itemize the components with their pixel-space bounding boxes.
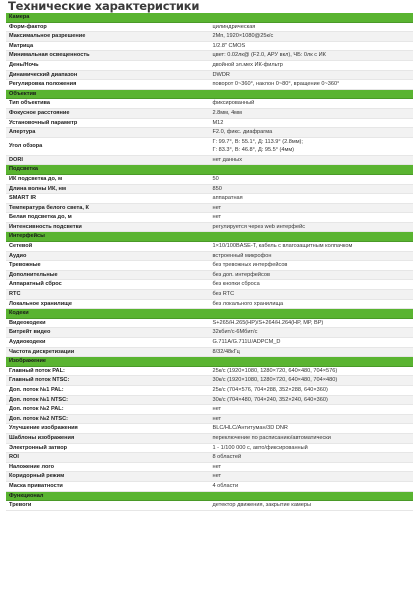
spec-value bbox=[210, 194, 414, 204]
spec-value-line: детектор движения, закрытие камеры bbox=[212, 502, 312, 509]
spec-label: Доп. поток №2 PAL: bbox=[6, 405, 210, 415]
spec-value bbox=[210, 222, 414, 232]
spec-row bbox=[6, 453, 413, 463]
spec-value-line: 30к/с (704×480, 704×240, 352×240, 640×360) bbox=[212, 396, 328, 403]
spec-value-line: поворот 0~360°, наклон 0~80°, вращение 0~360° bbox=[212, 81, 340, 88]
spec-value-line: 8 областей bbox=[212, 454, 242, 461]
spec-value-line: 4 области bbox=[212, 482, 239, 489]
section-header bbox=[6, 357, 413, 367]
spec-row bbox=[6, 203, 413, 213]
spec-row bbox=[6, 501, 413, 511]
spec-label: RTC bbox=[6, 290, 210, 300]
spec-value bbox=[210, 481, 414, 491]
spec-label: Установочный параметр bbox=[6, 118, 210, 128]
spec-value-line: переключение по расписанию/автоматически bbox=[212, 434, 331, 441]
spec-value-line: регулируется через web интерфейс bbox=[212, 223, 306, 230]
spec-label: День/Ночь bbox=[6, 60, 210, 70]
spec-value bbox=[210, 51, 414, 61]
spec-label: Наложение лого bbox=[6, 462, 210, 472]
section-title: Подсветка bbox=[6, 165, 413, 175]
spec-row bbox=[6, 137, 413, 155]
spec-table-body bbox=[6, 13, 413, 510]
spec-value-line: 1/2.8" CMOS bbox=[212, 42, 246, 49]
section-title: Объектив bbox=[6, 89, 413, 99]
spec-value bbox=[210, 80, 414, 90]
spec-value-line: нет bbox=[212, 204, 222, 211]
spec-row bbox=[6, 60, 413, 70]
spec-row bbox=[6, 32, 413, 42]
spec-value bbox=[210, 128, 414, 138]
spec-table bbox=[6, 13, 413, 511]
spec-value bbox=[210, 299, 414, 309]
section-header bbox=[6, 13, 413, 22]
spec-label: Аудиокодеки bbox=[6, 338, 210, 348]
spec-value-line: цвет: 0.02лк@ (F2.0, АРУ вкл), ЧБ: 0лк с ИК bbox=[212, 52, 326, 59]
spec-row bbox=[6, 155, 413, 165]
spec-label: Тревожные bbox=[6, 261, 210, 271]
spec-row bbox=[6, 443, 413, 453]
spec-value-line: 50 bbox=[212, 175, 219, 182]
spec-label: Максимальное разрешение bbox=[6, 32, 210, 42]
spec-row bbox=[6, 213, 413, 223]
spec-row bbox=[6, 318, 413, 328]
spec-label: Доп. поток №1 NTSC: bbox=[6, 395, 210, 405]
spec-value bbox=[210, 70, 414, 80]
spec-value-line: 25к/с (704×576, 704×288, 352×288, 640×360) bbox=[212, 386, 328, 393]
spec-row bbox=[6, 41, 413, 51]
spec-row bbox=[6, 242, 413, 252]
spec-value-line: без кнопки сброса bbox=[212, 281, 260, 288]
spec-value-line: 2.8мм, 4мм bbox=[212, 109, 242, 116]
spec-value-line: встроенный микрофон bbox=[212, 252, 272, 259]
spec-value-line: 25к/с (1920×1080, 1280×720, 640×480, 704×576) bbox=[212, 367, 338, 374]
spec-label: Интенсивность подсветки bbox=[6, 222, 210, 232]
page-title: Технические характеристики bbox=[8, 0, 200, 13]
spec-label: Главный поток PAL: bbox=[6, 366, 210, 376]
spec-value-line: нет bbox=[212, 463, 222, 470]
spec-value-line: нет bbox=[212, 415, 222, 422]
spec-label: Видеокодеки bbox=[6, 318, 210, 328]
spec-label: Форм-фактор bbox=[6, 22, 210, 32]
spec-row bbox=[6, 347, 413, 357]
spec-value-line: без тревожных интерфейсов bbox=[212, 262, 288, 269]
spec-value bbox=[210, 462, 414, 472]
spec-row bbox=[6, 51, 413, 61]
spec-value-line: без доп. интерфейсов bbox=[212, 271, 270, 278]
spec-row bbox=[6, 405, 413, 415]
spec-label: Динамический диапазон bbox=[6, 70, 210, 80]
spec-label: Тип объектива bbox=[6, 99, 210, 109]
spec-label: ROI bbox=[6, 453, 210, 463]
spec-row bbox=[6, 424, 413, 434]
spec-value-line: 32кбит/с-6Мбит/с bbox=[212, 329, 258, 336]
spec-value bbox=[210, 347, 414, 357]
spec-value-line: 1 - 1/100 000 с, авто/фиксированный bbox=[212, 444, 308, 451]
spec-value-line: фиксированный bbox=[212, 100, 255, 107]
spec-value-line: 1×10/100BASE-T, кабель с влагозащитным колпачком bbox=[212, 243, 353, 250]
spec-row bbox=[6, 128, 413, 138]
spec-label: Длина волны ИК, нм bbox=[6, 184, 210, 194]
spec-row bbox=[6, 174, 413, 184]
spec-label: Температура белого света, К bbox=[6, 203, 210, 213]
spec-value bbox=[210, 501, 414, 511]
spec-value-line: двойной эл.мех ИК-фильтр bbox=[212, 61, 283, 68]
spec-label: Улучшение изображения bbox=[6, 424, 210, 434]
spec-row bbox=[6, 414, 413, 424]
spec-value-line: Г: 83.3°, В: 46.8°, Д: 95.5° (4мм) bbox=[212, 147, 295, 154]
spec-value-line: S+265/H.265(HP)/S+264/H.264(HP, MP, BP) bbox=[212, 319, 324, 326]
spec-row bbox=[6, 194, 413, 204]
spec-value bbox=[210, 32, 414, 42]
section-title: Камера bbox=[6, 13, 413, 22]
spec-value bbox=[210, 405, 414, 415]
spec-value bbox=[210, 251, 414, 261]
spec-value bbox=[210, 328, 414, 338]
spec-label: Сетевой bbox=[6, 242, 210, 252]
spec-value-line: нет bbox=[212, 406, 222, 413]
spec-value bbox=[210, 366, 414, 376]
spec-label: Коридорный режим bbox=[6, 472, 210, 482]
spec-label: Апертура bbox=[6, 128, 210, 138]
spec-label: Шаблоны изображения bbox=[6, 433, 210, 443]
spec-row bbox=[6, 462, 413, 472]
spec-value bbox=[210, 290, 414, 300]
spec-value bbox=[210, 213, 414, 223]
spec-value-line: нет данных bbox=[212, 156, 243, 163]
spec-value-line: M12 bbox=[212, 119, 224, 126]
spec-value bbox=[210, 414, 414, 424]
spec-value bbox=[210, 280, 414, 290]
spec-label: Локальное хранилище bbox=[6, 299, 210, 309]
section-header bbox=[6, 309, 413, 319]
spec-value-line: нет bbox=[212, 214, 222, 221]
spec-label: Главный поток NTSC: bbox=[6, 376, 210, 386]
spec-value bbox=[210, 22, 414, 32]
section-title: Кодеки bbox=[6, 309, 413, 319]
spec-label: Аудио bbox=[6, 251, 210, 261]
spec-value bbox=[210, 261, 414, 271]
spec-row bbox=[6, 280, 413, 290]
spec-row bbox=[6, 261, 413, 271]
spec-value-line: 850 bbox=[212, 185, 222, 192]
spec-row bbox=[6, 251, 413, 261]
spec-value bbox=[210, 137, 414, 155]
spec-value bbox=[210, 99, 414, 109]
spec-label: Регулировка положения bbox=[6, 80, 210, 90]
section-header bbox=[6, 232, 413, 242]
spec-value bbox=[210, 174, 414, 184]
spec-value bbox=[210, 443, 414, 453]
spec-label: SMART IR bbox=[6, 194, 210, 204]
spec-row bbox=[6, 299, 413, 309]
spec-label: Матрица bbox=[6, 41, 210, 51]
spec-value bbox=[210, 203, 414, 213]
spec-label: Белая подсветка до, м bbox=[6, 213, 210, 223]
spec-label: Доп. поток №1 PAL: bbox=[6, 385, 210, 395]
spec-label: Дополнительные bbox=[6, 270, 210, 280]
spec-label: Угол обзора bbox=[6, 137, 210, 155]
spec-row bbox=[6, 22, 413, 32]
section-title: Изображение bbox=[6, 357, 413, 367]
spec-row bbox=[6, 481, 413, 491]
spec-row bbox=[6, 338, 413, 348]
spec-value-line: без локального хранилища bbox=[212, 300, 284, 307]
spec-row bbox=[6, 472, 413, 482]
section-title: Функционал bbox=[6, 491, 413, 501]
spec-label: Минимальная освещенность bbox=[6, 51, 210, 61]
spec-value bbox=[210, 60, 414, 70]
spec-value-line: DWDR bbox=[212, 71, 230, 78]
spec-row bbox=[6, 366, 413, 376]
spec-value bbox=[210, 472, 414, 482]
spec-row bbox=[6, 433, 413, 443]
spec-row bbox=[6, 328, 413, 338]
spec-row bbox=[6, 222, 413, 232]
spec-value-line: 30к/с (1920×1080, 1280×720, 640×480, 704×480) bbox=[212, 377, 338, 384]
spec-row bbox=[6, 376, 413, 386]
spec-value bbox=[210, 395, 414, 405]
spec-value bbox=[210, 318, 414, 328]
spec-label: ИК подсветка до, м bbox=[6, 174, 210, 184]
spec-label: Битрейт видео bbox=[6, 328, 210, 338]
spec-value bbox=[210, 108, 414, 118]
spec-label: Частота дискретизации bbox=[6, 347, 210, 357]
spec-value-line: без RTC bbox=[212, 291, 235, 298]
spec-row bbox=[6, 270, 413, 280]
spec-row bbox=[6, 184, 413, 194]
section-header bbox=[6, 165, 413, 175]
spec-value bbox=[210, 433, 414, 443]
spec-label: Электронный затвор bbox=[6, 443, 210, 453]
spec-value-line: аппаратная bbox=[212, 195, 243, 202]
spec-value-line: Г: 99.7°, В: 55.1°, Д: 113.9° (2.8мм); bbox=[212, 139, 303, 146]
spec-value bbox=[210, 155, 414, 165]
spec-value bbox=[210, 118, 414, 128]
spec-row bbox=[6, 108, 413, 118]
spec-value bbox=[210, 385, 414, 395]
spec-row bbox=[6, 118, 413, 128]
section-header bbox=[6, 491, 413, 501]
spec-value bbox=[210, 453, 414, 463]
spec-label: Аппаратный сброс bbox=[6, 280, 210, 290]
spec-label: Тревоги bbox=[6, 501, 210, 511]
spec-value bbox=[210, 376, 414, 386]
section-header bbox=[6, 89, 413, 99]
spec-row bbox=[6, 290, 413, 300]
spec-row bbox=[6, 99, 413, 109]
spec-label: Доп. поток №2 NTSC: bbox=[6, 414, 210, 424]
spec-value-line: G.711A/G.711U/ADPCM_D bbox=[212, 339, 281, 345]
spec-label: Фокусное расстояние bbox=[6, 108, 210, 118]
spec-value bbox=[210, 41, 414, 51]
spec-value bbox=[210, 270, 414, 280]
spec-value-line: BLC/HLC/Антитуман/3D DNR bbox=[212, 425, 288, 432]
spec-row bbox=[6, 70, 413, 80]
spec-label: Маска приватности bbox=[6, 481, 210, 491]
spec-label: DORI bbox=[6, 155, 210, 165]
spec-value-line: нет bbox=[212, 473, 222, 480]
section-title: Интерфейсы bbox=[6, 232, 413, 242]
spec-value-line: цилиндрическая bbox=[212, 23, 256, 30]
spec-value bbox=[210, 184, 414, 194]
spec-value bbox=[210, 424, 414, 434]
spec-value-line: F2.0, фикс. диафрагма bbox=[212, 129, 273, 136]
spec-row bbox=[6, 395, 413, 405]
spec-value bbox=[210, 242, 414, 252]
spec-row bbox=[6, 80, 413, 90]
spec-value bbox=[210, 338, 414, 348]
spec-value-line: 2Мп, 1920×1080@25к/с bbox=[212, 33, 274, 40]
spec-value-line: 8/32/48кГц bbox=[212, 348, 240, 355]
spec-row bbox=[6, 385, 413, 395]
